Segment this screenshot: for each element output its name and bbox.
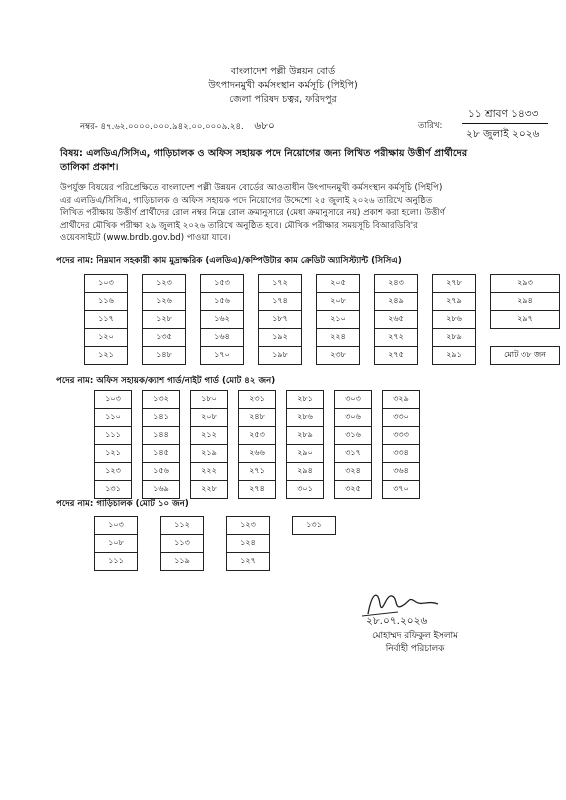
roll-number-cell: ২১৯ — [191, 445, 228, 463]
roll-number-cell: ২৭৮ — [433, 275, 476, 293]
roll-number-cell: ১২৪ — [227, 535, 270, 553]
roll-number-cell: ১৭২ — [259, 275, 302, 293]
roll-number-cell: ১২১ — [95, 445, 132, 463]
memo-date-label: তারিখ: — [418, 121, 443, 131]
roll-number-cell: ১৯৮ — [259, 347, 302, 365]
roll-column — [286, 390, 324, 499]
signatory — [340, 630, 490, 656]
roll-number-cell: ১০৩ — [85, 275, 128, 293]
body-line: এর এলডিএ/সিসিএ, গাড়িচালক ও অফিস সহায়ক পদে নিয়োগের উদ্দেশ্যে ২৫ জুলাই ২০২৬ তারিখে অনুষ্ঠিত — [60, 195, 433, 206]
roll-number-cell: ২৬৬ — [239, 445, 276, 463]
body-line: উপর্যুক্ত বিষয়ের পরিপ্রেক্ষিতে বাংলাদেশ পল্লী উন্নয়ন বোর্ডের আওতাধীন উৎপাদনমুখী কর্মসংস্থান কর্মসূচি (পিইপি) — [60, 183, 443, 193]
memo-number-label: নম্বর- ৪৭.৬২.০০০০.০০০.৯৪২.০০.০০০৯.২৪. — [80, 122, 244, 132]
roll-column — [94, 390, 132, 499]
roll-number-cell: ৩৩৪ — [383, 445, 420, 463]
signature-date: ২৮.০৭.২০২৬ — [366, 615, 428, 627]
roll-number-cell: ১৬৪ — [201, 329, 244, 347]
roll-number-cell: ২৬৫ — [375, 311, 418, 329]
roll-number-cell: ২৫৩ — [239, 427, 276, 445]
roll-number-cell: ১২৬ — [143, 293, 186, 311]
roll-number-cell: ১২০ — [85, 329, 128, 347]
roll-number-cell: ২২২ — [191, 463, 228, 481]
roll-number-cell: ২৭৫ — [375, 347, 418, 365]
roll-number-cell: ১২৩ — [227, 517, 270, 535]
signatory-name: মোহাম্মদ রফিকুল ইসলাম — [372, 631, 458, 641]
roll-column — [382, 390, 420, 499]
roll-number-cell: ৩৬৪ — [383, 463, 420, 481]
roll-number-cell: ২৭২ — [375, 329, 418, 347]
roll-number-cell: ২৮৯ — [287, 427, 324, 445]
roll-number-cell: ১৪১ — [143, 409, 180, 427]
roll-number-cell: ২৮১ — [287, 391, 324, 409]
roll-number-cell: ২৭৪ — [239, 481, 276, 499]
roll-number-cell: ১৪৫ — [143, 445, 180, 463]
roll-number-cell: ২৮৯ — [433, 329, 476, 347]
roll-number-cell: ৩০৩ — [335, 391, 372, 409]
roll-number-cell: ২০৮ — [317, 293, 360, 311]
roll-number-cell: ৩২৯ — [383, 391, 420, 409]
roll-number-cell: ২৯৭ — [491, 311, 560, 329]
roll-number-cell: ১৬২ — [201, 311, 244, 329]
roll-column — [226, 516, 270, 571]
roll-number-cell: ৩১৬ — [335, 427, 372, 445]
roll-number-cell: ২৮৬ — [433, 311, 476, 329]
roll-number-cell: ১৬৯ — [143, 481, 180, 499]
roll-number-cell: ১২৭ — [227, 553, 270, 571]
roll-number-cell: ১১১ — [95, 427, 132, 445]
memo-date-english: ২৮ জুলাই ২০২৬ — [466, 128, 540, 140]
roll-column — [142, 274, 186, 365]
roll-number-cell: ১৪৪ — [143, 427, 180, 445]
roll-number-cell: ২৮৬ — [287, 409, 324, 427]
subject-line2: তালিকা প্রকাশ। — [60, 162, 119, 173]
roll-number-cell: ১১১ — [95, 553, 138, 571]
roll-column — [142, 390, 180, 499]
body-line: লিখিত পরীক্ষায় উত্তীর্ণ প্রার্থীদের রোল নম্বর নিম্নে রোল ক্রমানুসারে (মেধা ক্রমানুসারে নয়) প্রকাশ করা হলো। উত্তীর্ণ — [60, 208, 445, 218]
roll-number-cell: ১৯২ — [259, 329, 302, 347]
roll-number-cell: ২৯১ — [433, 347, 476, 365]
roll-column — [334, 390, 372, 499]
roll-column — [374, 274, 418, 365]
roll-number-cell: ১৮৭ — [259, 311, 302, 329]
signatory-designation: নির্বাহী পরিচালক — [385, 644, 445, 654]
roll-column — [316, 274, 360, 365]
total-count-cell: মোট ৩৮ জন — [491, 347, 560, 365]
roll-column — [200, 274, 244, 365]
roll-number-cell: ২৪৯ — [375, 293, 418, 311]
memo-number-handwritten: ৬৮০ — [254, 120, 275, 132]
roll-number-cell: ১৩২ — [143, 391, 180, 409]
roll-number-cell: ২৪৩ — [375, 275, 418, 293]
post-title-lda-cca: পদের নাম: নিম্নমান সহকারী কাম মুদ্রাক্ষরিক (এলডিএ)/কম্পিউটার কাম ক্রেডিট অ্যাসিস্ট্যান্ট (সিসিএ) — [56, 256, 402, 266]
roll-number-cell: ২৯৪ — [491, 293, 560, 311]
roll-number-cell: ৩৭০ — [383, 481, 420, 499]
post-title-driver: পদের নাম: গাড়িচালক (মোট ১০ জন) — [56, 499, 189, 509]
subject-line1: এলডিএ/সিসিএ, গাড়িচালক ও অফিস সহায়ক পদে নিয়োগের জন্য লিখিত পরীক্ষায় উত্তীর্ণ প্রার্থীদের — [86, 148, 468, 159]
roll-number-cell: ৩২৪ — [335, 463, 372, 481]
subject-label: বিষয়: — [60, 148, 83, 159]
roll-number-cell: ১১৩ — [161, 535, 204, 553]
roll-number-cell: ৩৩০ — [383, 409, 420, 427]
roll-number-cell: ১৪৮ — [143, 347, 186, 365]
roll-number-cell: ১৫৬ — [201, 293, 244, 311]
roll-number-cell: ১৭০ — [201, 347, 244, 365]
roll-column — [84, 274, 128, 365]
roll-number-cell: ২৩১ — [239, 391, 276, 409]
roll-number-cell: ১২৩ — [143, 275, 186, 293]
body-paragraph — [60, 182, 510, 245]
roll-number-cell: ১০৩ — [95, 517, 138, 535]
roll-column — [258, 274, 302, 365]
roll-number-cell: ১৫৩ — [201, 275, 244, 293]
roll-number-cell: ১৩১ — [293, 517, 336, 535]
roll-number-cell: ২৭৯ — [433, 293, 476, 311]
date-divider-line — [462, 123, 548, 124]
roll-number-cell: ৩০১ — [287, 481, 324, 499]
roll-number-cell: ২২৪ — [317, 329, 360, 347]
subject — [60, 147, 520, 175]
header-address: জেলা পরিষদ চত্বর, ফরিদপুর — [229, 94, 337, 105]
post-title-office-assistant: পদের নাম: অফিস সহায়ক/ক্যাশ গার্ড/নাইট গার্ড (মোট ৪২ জন) — [56, 376, 276, 386]
roll-number-cell: ২৭১ — [239, 463, 276, 481]
roll-number-cell: ২৪৮ — [239, 409, 276, 427]
roll-number-cell: ৩৩৩ — [383, 427, 420, 445]
roll-number-cell: ১৭৪ — [259, 293, 302, 311]
roll-column — [190, 390, 228, 499]
roll-column — [432, 274, 476, 365]
roll-number-cell: ২০৮ — [191, 409, 228, 427]
body-line: ওয়েবসাইটে (www.brdb.gov.bd) পাওয়া যাবে। — [60, 233, 231, 243]
roll-column — [292, 516, 336, 535]
roll-column — [238, 390, 276, 499]
memo-date-bangla: ১১ শ্রাবণ ১৪৩৩ — [468, 108, 539, 120]
roll-number-cell: ১২১ — [85, 347, 128, 365]
roll-number-cell: ৩০৬ — [335, 409, 372, 427]
roll-number-cell: ১১০ — [95, 409, 132, 427]
body-line: প্রার্থীদের মৌখিক পরীক্ষা ২৯ জুলাই ২০২৬ তারিখে অনুষ্ঠিত হবে। মৌখিক পরীক্ষার সময়সূচি বিআরডিবি'র — [60, 220, 418, 231]
roll-number-cell: ১৮০ — [191, 391, 228, 409]
roll-number-cell: ৩২৫ — [335, 481, 372, 499]
roll-number-cell: ১১২ — [161, 517, 204, 535]
roll-number-cell: ১৩৫ — [143, 329, 186, 347]
roll-number-cell: ১০৮ — [95, 535, 138, 553]
memo-number — [80, 119, 275, 136]
roll-number-cell: ২৩৮ — [317, 347, 360, 365]
roll-number-cell: ২৯০ — [287, 445, 324, 463]
roll-number-cell: ১২৮ — [143, 311, 186, 329]
roll-column — [160, 516, 204, 571]
roll-number-cell: ১৫৬ — [143, 463, 180, 481]
roll-number-cell: ২২৮ — [191, 481, 228, 499]
header-program: উৎপাদনমুখী কর্মসংস্থান কর্মসূচি (পিইপি) — [208, 80, 358, 91]
roll-number-cell: ২০৫ — [317, 275, 360, 293]
roll-number-cell: ১৩১ — [95, 481, 132, 499]
roll-number-cell: ১১৬ — [85, 293, 128, 311]
roll-number-cell: ২১০ — [317, 311, 360, 329]
spacer-cell — [491, 329, 560, 347]
roll-number-cell: ১২৩ — [95, 463, 132, 481]
roll-number-cell: ২৯৩ — [491, 275, 560, 293]
roll-column — [490, 274, 560, 365]
roll-number-cell: ১১৭ — [85, 311, 128, 329]
roll-number-cell: ২১২ — [191, 427, 228, 445]
roll-number-cell: ৩১৭ — [335, 445, 372, 463]
header-org: বাংলাদেশ পল্লী উন্নয়ন বোর্ড — [230, 66, 336, 77]
roll-number-cell: ১০৩ — [95, 391, 132, 409]
roll-column — [94, 516, 138, 571]
roll-number-cell: ১১৯ — [161, 553, 204, 571]
roll-number-cell: ২৯৪ — [287, 463, 324, 481]
